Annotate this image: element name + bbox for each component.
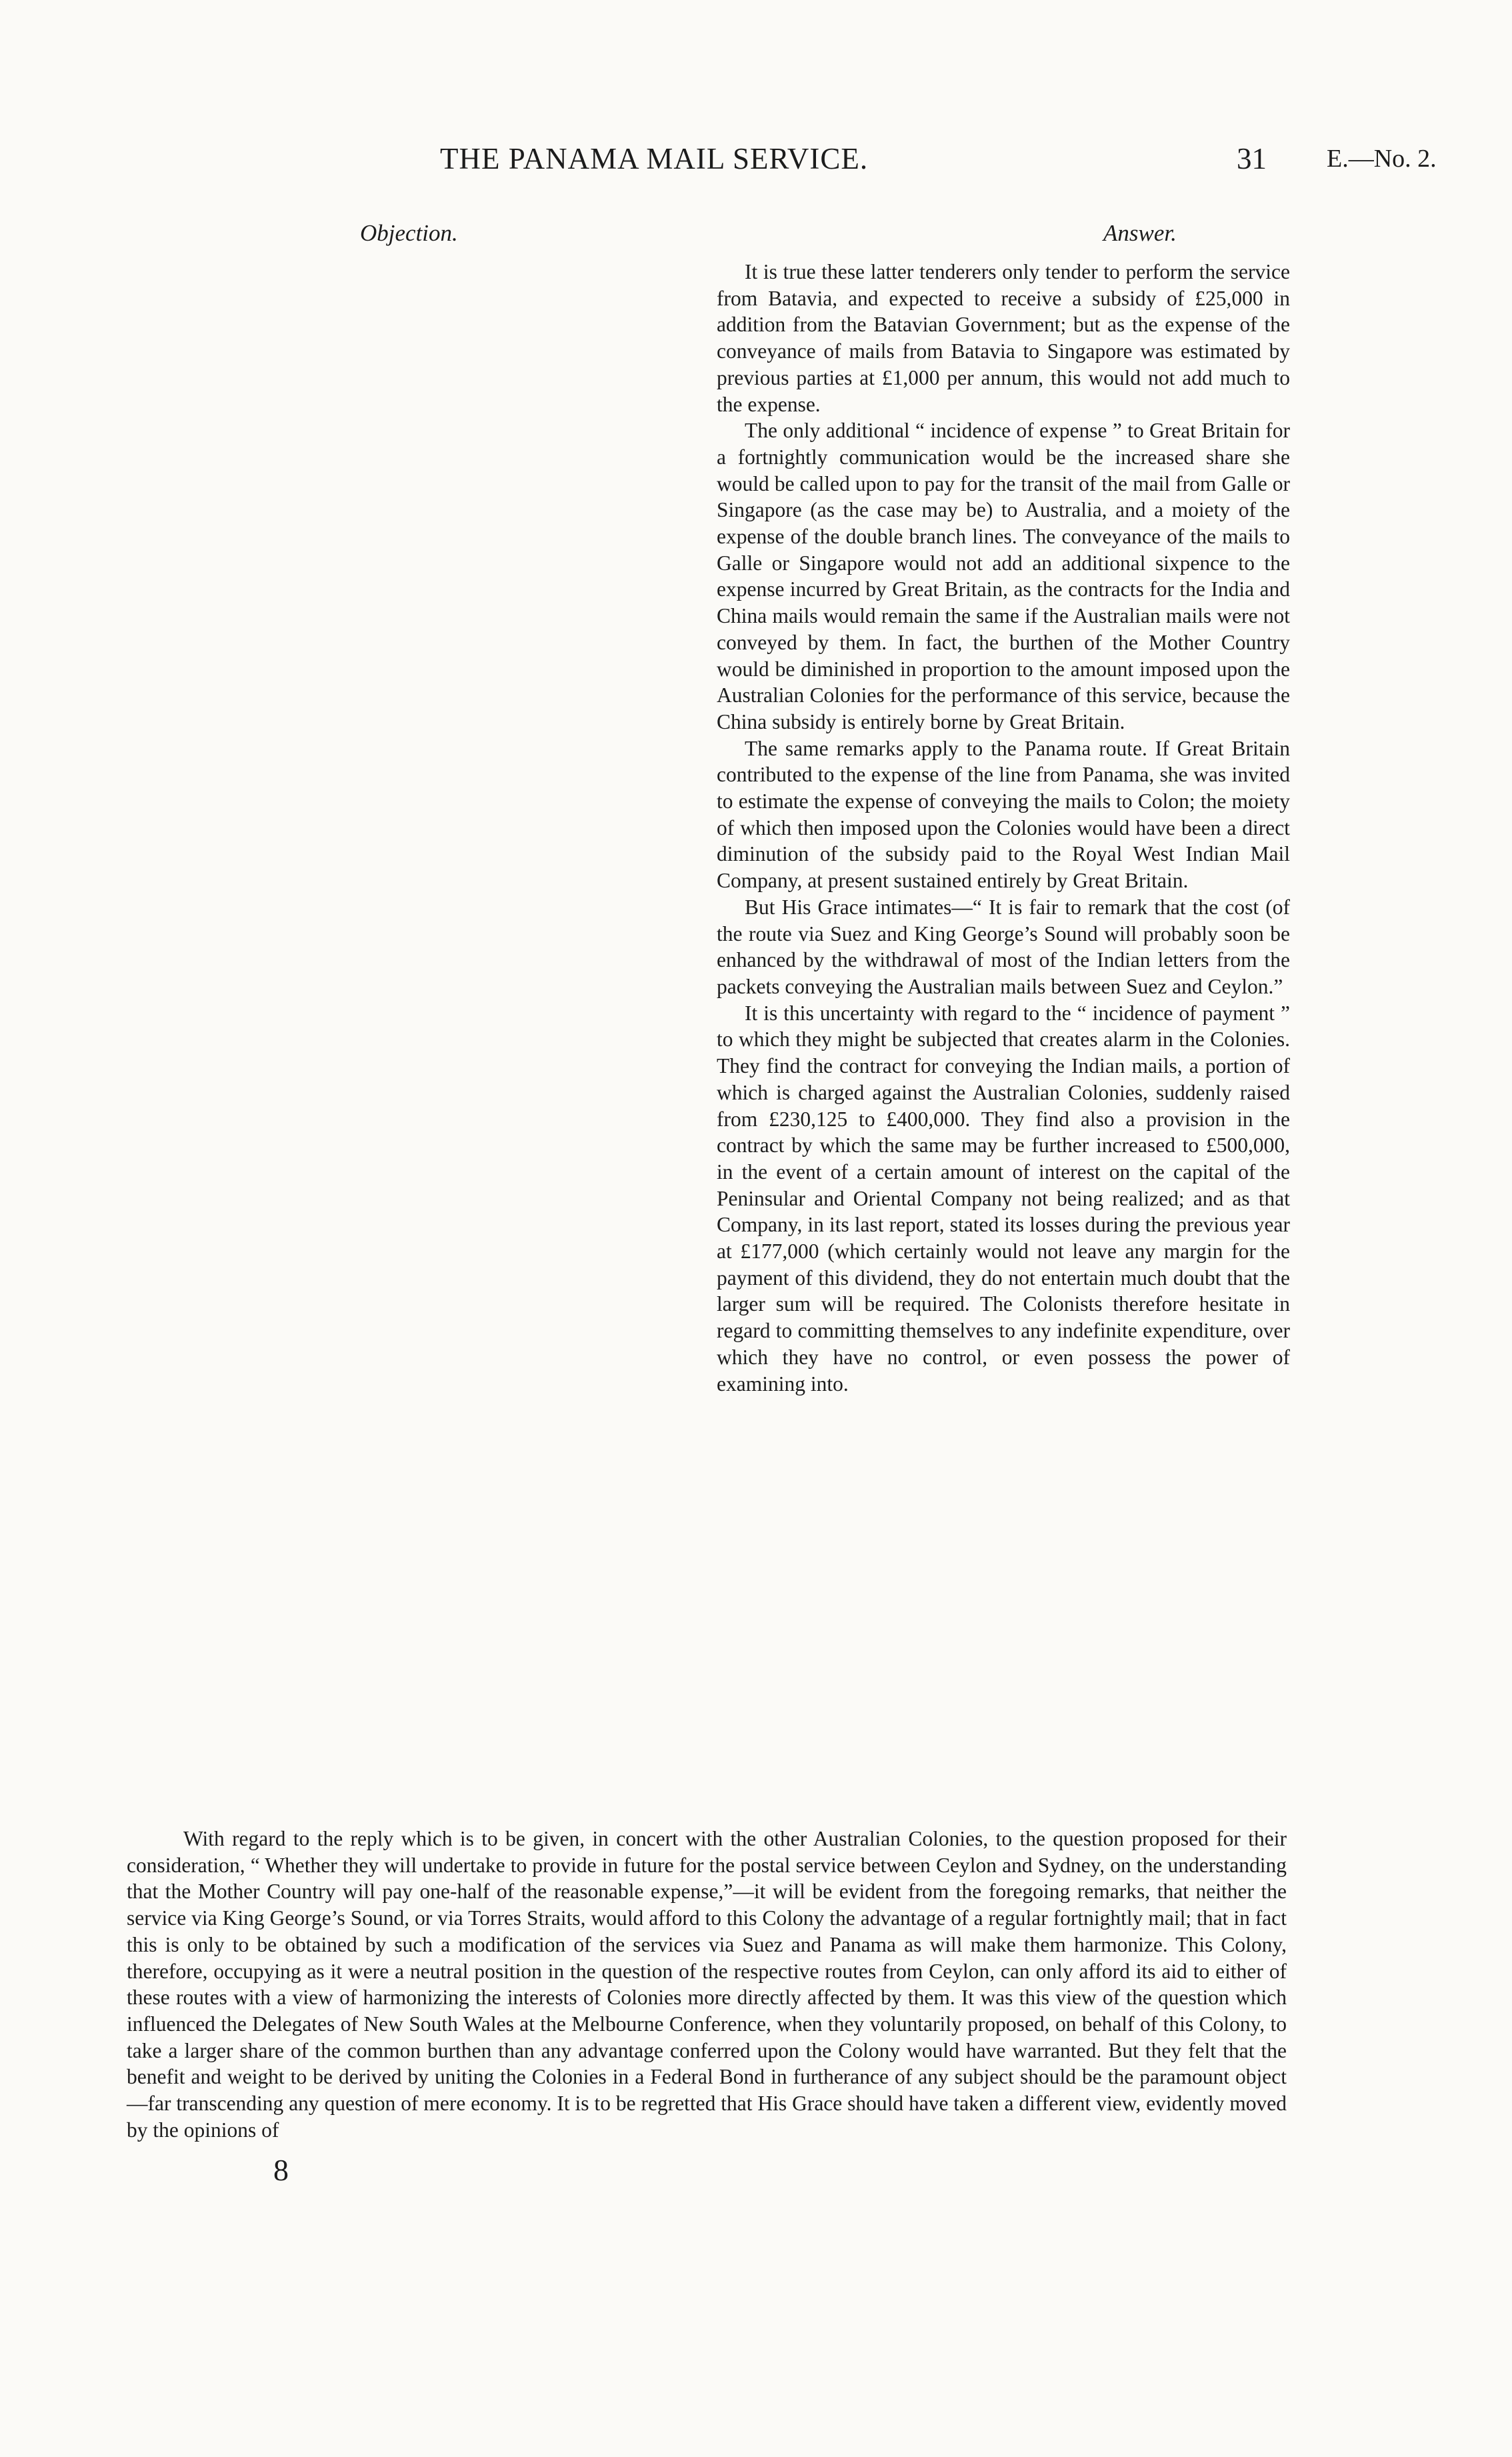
page-number: 31 — [1237, 142, 1267, 175]
answer-paragraph: The only additional “ incidence of expense ” to Great Britain for a fortnightly communication would be the increased share she would be called upon to pay for the transit of the mail from Galle or Singapore (as the case may be) to Australia, and a moiety of the expense of the double branch lines. The conveyance of the mails to Galle or Singapore would not add an additional sixpence to the expense incurred by Great Britain, as the contracts for the India and China mails would remain the same if the Australian mails were not conveyed by them. In fact, the burthen of the Mother Country would be diminished in proportion to the amount imposed upon the Australian Colonies for the performance of this service, because the China subsidy is entirely borne by Great Britain. — [717, 419, 1290, 733]
answer-column — [717, 259, 1290, 1397]
answer-paragraph: The same remarks apply to the Panama route. If Great Britain contributed to the expense of the line from Panama, she was invited to estimate the expense of conveying the mails to Colon; the moiety of which then imposed upon the Colonies would have been a direct diminution of the subsidy paid to the Royal West Indian Mail Company, at present sustained entirely by Great Britain. — [717, 736, 1290, 893]
running-header — [0, 141, 1512, 181]
signature-mark: 8 — [273, 2153, 289, 2187]
reply-paragraph: With regard to the reply which is to be given, in concert with the other Australian Colonies, to the question proposed for their consideration, “ Whether they will undertake to provide in future for the postal service between Ceylon and Sydney, on the understanding that the Mother Country will pay one-half of the reasonable expense,”—it will be evident from the foregoing remarks, that neither the service via King George’s Sound, or via Torres Straits, would afford to this Colony the advantage of a regular fortnightly mail; that in fact this is only to be obtained by such a modification of the services via Suez and Panama as will make them harmonize. This Colony, therefore, occupying as it were a neutral position in the question of the respective routes from Ceylon, can only afford its aid to either of these routes with a view of harmonizing the interests of Colonies more directly affected by them. It was this view of the question which influenced the Delegates of New South Wales at the Melbourne Conference, when they voluntarily proposed, on behalf of this Colony, to take a larger share of the common burthen than any advantage conferred upon the Colony would have warranted. But they felt that the benefit and weight to be derived by uniting the Colonies in a Federal Bond in furtherance of any subject should be the paramount object—far transcending any question of mere economy. It is to be regretted that His Grace should have taken a different view, evidently moved by the opinions of — [127, 1827, 1287, 2142]
answer-paragraph: It is this uncertainty with regard to the “ incidence of payment ” to which they might be subjected that creates alarm in the Colonies. They find the contract for conveying the Indian mails, a portion of which is charged against the Australian Colonies, suddenly raised from £230,125 to £400,000. They find also a provision in the contract by which the same may be further increased to £500,000, in the event of a certain amount of interest on the capital of the Peninsular and Oriental Company not being realized; and as that Company, in its last report, stated its losses during the previous year at £177,000 (which certainly would not leave any margin for the payment of this dividend, they do not entertain much doubt that the larger sum will be required. The Colonists therefore hesitate in regard to committing themselves to any indefinite expenditure, over which they have no control, or even possess the power of examining into. — [717, 1001, 1290, 1396]
document-reference: E.—No. 2. — [1327, 145, 1437, 173]
objection-heading: Objection. — [360, 220, 458, 246]
answer-paragraph: It is true these latter tenderers only tender to perform the service from Batavia, and expected to receive a subsidy of £25,000 in addition from the Batavian Government; but as the expense of the conveyance of mails from Batavia to Singapore was estimated by previous parties at £1,000 per annum, this would not add much to the expense. — [717, 260, 1290, 416]
running-title: THE PANAMA MAIL SERVICE. — [440, 142, 869, 175]
answer-paragraph: But His Grace intimates—“ It is fair to remark that the cost (of the route via Suez and King George’s Sound will probably soon be enhanced by the withdrawal of most of the Indian letters from the packets conveying the Australian mails between Suez and Ceylon.” — [717, 895, 1290, 998]
answer-heading: Answer. — [1103, 220, 1177, 246]
reply-section — [127, 1826, 1287, 2143]
